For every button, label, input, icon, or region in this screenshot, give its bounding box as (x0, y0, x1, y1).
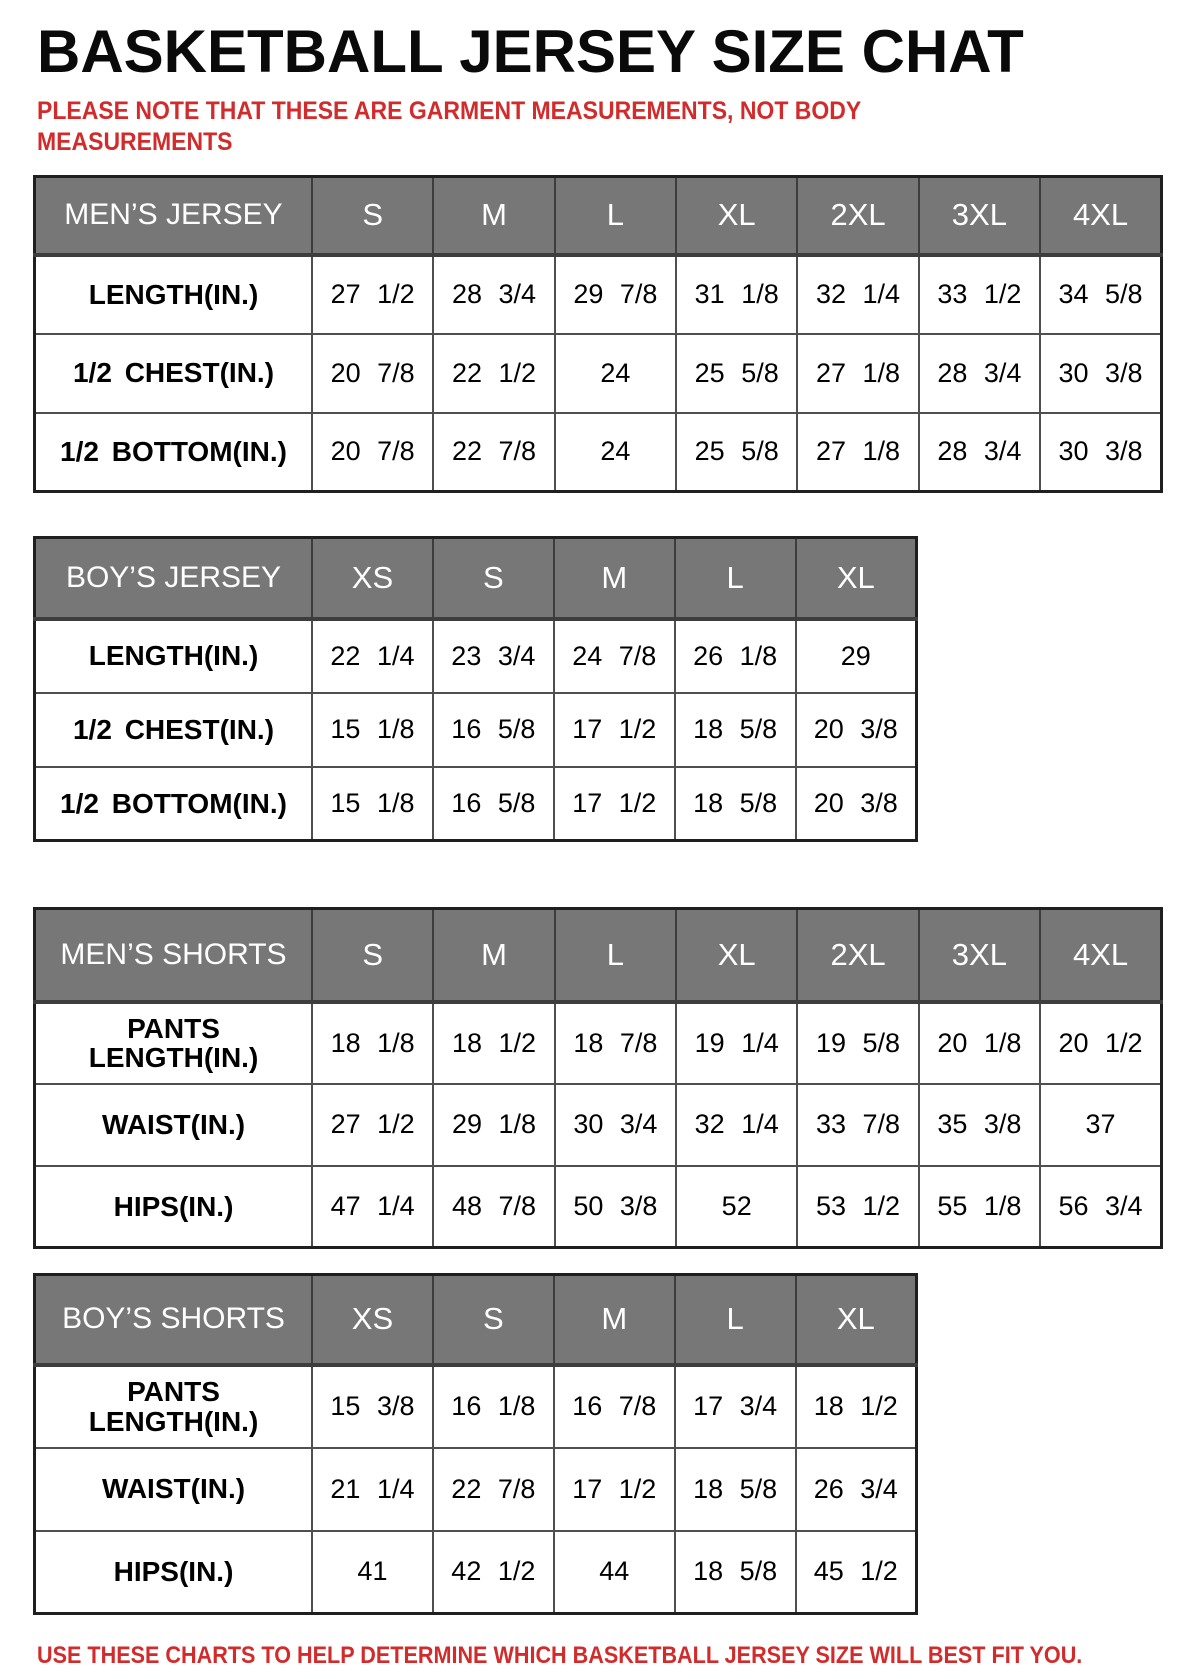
measurement-value-cell: 20 3/8 (796, 693, 917, 767)
measurement-value-cell: 30 3/4 (555, 1084, 676, 1166)
measurement-value-cell: 33 1/2 (919, 255, 1040, 334)
table-row (35, 1002, 1162, 1084)
measurement-value-cell: 44 (554, 1531, 675, 1614)
measurement-value-cell: 47 1/4 (312, 1166, 433, 1248)
table-row (35, 1531, 917, 1614)
measurement-value-cell: 22 7/8 (433, 1448, 554, 1531)
row-label-cell: LENGTH(IN.) (35, 619, 313, 693)
mens-jersey-table (33, 175, 1163, 493)
measurement-value-cell: 18 1/8 (312, 1002, 433, 1084)
row-label-cell: 1/2 CHEST(IN.) (35, 693, 313, 767)
measurement-value-cell: 26 1/8 (675, 619, 796, 693)
size-header-cell: S (312, 909, 433, 1002)
row-label-cell: 1/2 CHEST(IN.) (35, 334, 313, 413)
measurement-value-cell: 21 1/4 (312, 1448, 433, 1531)
table-row (35, 1365, 917, 1448)
table-row (35, 619, 917, 693)
measurement-value-cell: 18 5/8 (675, 693, 796, 767)
measurement-value-cell: 20 7/8 (312, 334, 433, 413)
table-row (35, 1084, 1162, 1166)
measurement-value-cell: 17 1/2 (554, 1448, 675, 1531)
measurement-value-cell: 22 1/4 (312, 619, 433, 693)
table-row (35, 693, 917, 767)
size-header-cell: M (433, 909, 554, 1002)
measurement-value-cell: 50 3/8 (555, 1166, 676, 1248)
row-label-cell: HIPS(IN.) (35, 1531, 313, 1614)
measurement-value-cell: 37 (1040, 1084, 1161, 1166)
measurement-value-cell: 18 5/8 (675, 1531, 796, 1614)
measurement-value-cell: 17 3/4 (675, 1365, 796, 1448)
size-header-cell: M (554, 538, 675, 619)
size-header-cell: 2XL (797, 177, 918, 255)
measurement-value-cell: 29 (796, 619, 917, 693)
measurement-value-cell: 24 (555, 334, 676, 413)
measurement-value-cell: 16 7/8 (554, 1365, 675, 1448)
row-label-cell: LENGTH(IN.) (35, 255, 313, 334)
size-header-cell: XS (312, 1275, 433, 1365)
row-label-cell: HIPS(IN.) (35, 1166, 313, 1248)
measurement-value-cell: 55 1/8 (919, 1166, 1040, 1248)
size-header-cell: 3XL (919, 177, 1040, 255)
measurement-value-cell: 22 1/2 (433, 334, 554, 413)
header-row (35, 538, 917, 619)
measurement-value-cell: 32 1/4 (797, 255, 918, 334)
size-header-cell: L (555, 177, 676, 255)
measurement-value-cell: 18 7/8 (555, 1002, 676, 1084)
measurement-value-cell: 56 3/4 (1040, 1166, 1161, 1248)
size-header-cell: M (433, 177, 554, 255)
header-row (35, 1275, 917, 1365)
row-label-cell: WAIST(IN.) (35, 1448, 313, 1531)
row-label-cell: WAIST(IN.) (35, 1084, 313, 1166)
measurement-value-cell: 28 3/4 (919, 413, 1040, 492)
measurement-value-cell: 30 3/8 (1040, 334, 1161, 413)
measurement-value-cell: 29 7/8 (555, 255, 676, 334)
size-header-cell: XL (676, 909, 797, 1002)
measurement-value-cell: 25 5/8 (676, 334, 797, 413)
measurement-value-cell: 23 3/4 (433, 619, 554, 693)
mens-shorts-table (33, 907, 1163, 1249)
table-row (35, 255, 1162, 334)
measurement-value-cell: 27 1/2 (312, 1084, 433, 1166)
size-header-cell: L (675, 538, 796, 619)
header-row (35, 909, 1162, 1002)
size-header-cell: XS (312, 538, 433, 619)
size-header-cell: S (433, 1275, 554, 1365)
measurement-value-cell: 19 5/8 (797, 1002, 918, 1084)
measurement-value-cell: 17 1/2 (554, 693, 675, 767)
table-row (35, 334, 1162, 413)
table-row (35, 413, 1162, 492)
measurement-value-cell: 16 5/8 (433, 767, 554, 841)
measurement-value-cell: 29 1/8 (433, 1084, 554, 1166)
measurement-value-cell: 18 1/2 (433, 1002, 554, 1084)
measurement-value-cell: 32 1/4 (676, 1084, 797, 1166)
table-title-cell: BOY’S SHORTS (35, 1275, 313, 1365)
measurement-value-cell: 27 1/8 (797, 334, 918, 413)
measurement-value-cell: 31 1/8 (676, 255, 797, 334)
measurement-value-cell: 20 1/8 (919, 1002, 1040, 1084)
measurement-value-cell: 35 3/8 (919, 1084, 1040, 1166)
size-header-cell: S (433, 538, 554, 619)
measurement-value-cell: 15 1/8 (312, 767, 433, 841)
measurement-value-cell: 53 1/2 (797, 1166, 918, 1248)
measurement-value-cell: 16 1/8 (433, 1365, 554, 1448)
boys-shorts-table (33, 1273, 918, 1615)
measurement-value-cell: 24 7/8 (554, 619, 675, 693)
table-row (35, 767, 917, 841)
measurement-value-cell: 20 3/8 (796, 767, 917, 841)
measurement-value-cell: 27 1/2 (312, 255, 433, 334)
measurement-value-cell: 15 1/8 (312, 693, 433, 767)
measurement-value-cell: 30 3/8 (1040, 413, 1161, 492)
usage-note: USE THESE CHARTS TO HELP DETERMINE WHICH BASKETBALL JERSEY SIZE WILL BEST FIT YOU. (37, 1642, 1083, 1669)
row-label-cell: 1/2 BOTTOM(IN.) (35, 767, 313, 841)
measurement-value-cell: 45 1/2 (796, 1531, 917, 1614)
row-label-cell: 1/2 BOTTOM(IN.) (35, 413, 313, 492)
row-label-cell: PANTS LENGTH(IN.) (35, 1365, 313, 1448)
table-row (35, 1166, 1162, 1248)
measurement-value-cell: 27 1/8 (797, 413, 918, 492)
size-header-cell: XL (796, 538, 917, 619)
measurement-value-cell: 15 3/8 (312, 1365, 433, 1448)
size-header-cell: 3XL (919, 909, 1040, 1002)
size-header-cell: M (554, 1275, 675, 1365)
boys-jersey-table (33, 536, 918, 842)
measurement-value-cell: 20 1/2 (1040, 1002, 1161, 1084)
garment-measurement-note: PLEASE NOTE THAT THESE ARE GARMENT MEASUREMENTS, NOT BODY MEASUREMENTS (37, 97, 861, 156)
measurement-value-cell: 34 5/8 (1040, 255, 1161, 334)
measurement-value-cell: 19 1/4 (676, 1002, 797, 1084)
size-header-cell: S (312, 177, 433, 255)
measurement-value-cell: 42 1/2 (433, 1531, 554, 1614)
size-header-cell: XL (676, 177, 797, 255)
header-row (35, 177, 1162, 255)
size-header-cell: L (555, 909, 676, 1002)
page-title: BASKETBALL JERSEY SIZE CHAT (37, 18, 1024, 85)
measurement-value-cell: 41 (312, 1531, 433, 1614)
size-header-cell: L (675, 1275, 796, 1365)
size-header-cell: 4XL (1040, 909, 1161, 1002)
measurement-value-cell: 18 5/8 (675, 767, 796, 841)
measurement-value-cell: 52 (676, 1166, 797, 1248)
measurement-value-cell: 17 1/2 (554, 767, 675, 841)
table-title-cell: MEN’S JERSEY (35, 177, 313, 255)
table-row (35, 1448, 917, 1531)
measurement-value-cell: 18 5/8 (675, 1448, 796, 1531)
size-header-cell: XL (796, 1275, 917, 1365)
measurement-value-cell: 25 5/8 (676, 413, 797, 492)
measurement-value-cell: 28 3/4 (919, 334, 1040, 413)
measurement-value-cell: 20 7/8 (312, 413, 433, 492)
table-title-cell: MEN’S SHORTS (35, 909, 313, 1002)
measurement-value-cell: 48 7/8 (433, 1166, 554, 1248)
table-title-cell: BOY’S JERSEY (35, 538, 313, 619)
measurement-value-cell: 24 (555, 413, 676, 492)
size-header-cell: 2XL (797, 909, 918, 1002)
measurement-value-cell: 26 3/4 (796, 1448, 917, 1531)
row-label-cell: PANTS LENGTH(IN.) (35, 1002, 313, 1084)
measurement-value-cell: 33 7/8 (797, 1084, 918, 1166)
measurement-value-cell: 18 1/2 (796, 1365, 917, 1448)
measurement-value-cell: 16 5/8 (433, 693, 554, 767)
size-header-cell: 4XL (1040, 177, 1161, 255)
measurement-value-cell: 28 3/4 (433, 255, 554, 334)
measurement-value-cell: 22 7/8 (433, 413, 554, 492)
